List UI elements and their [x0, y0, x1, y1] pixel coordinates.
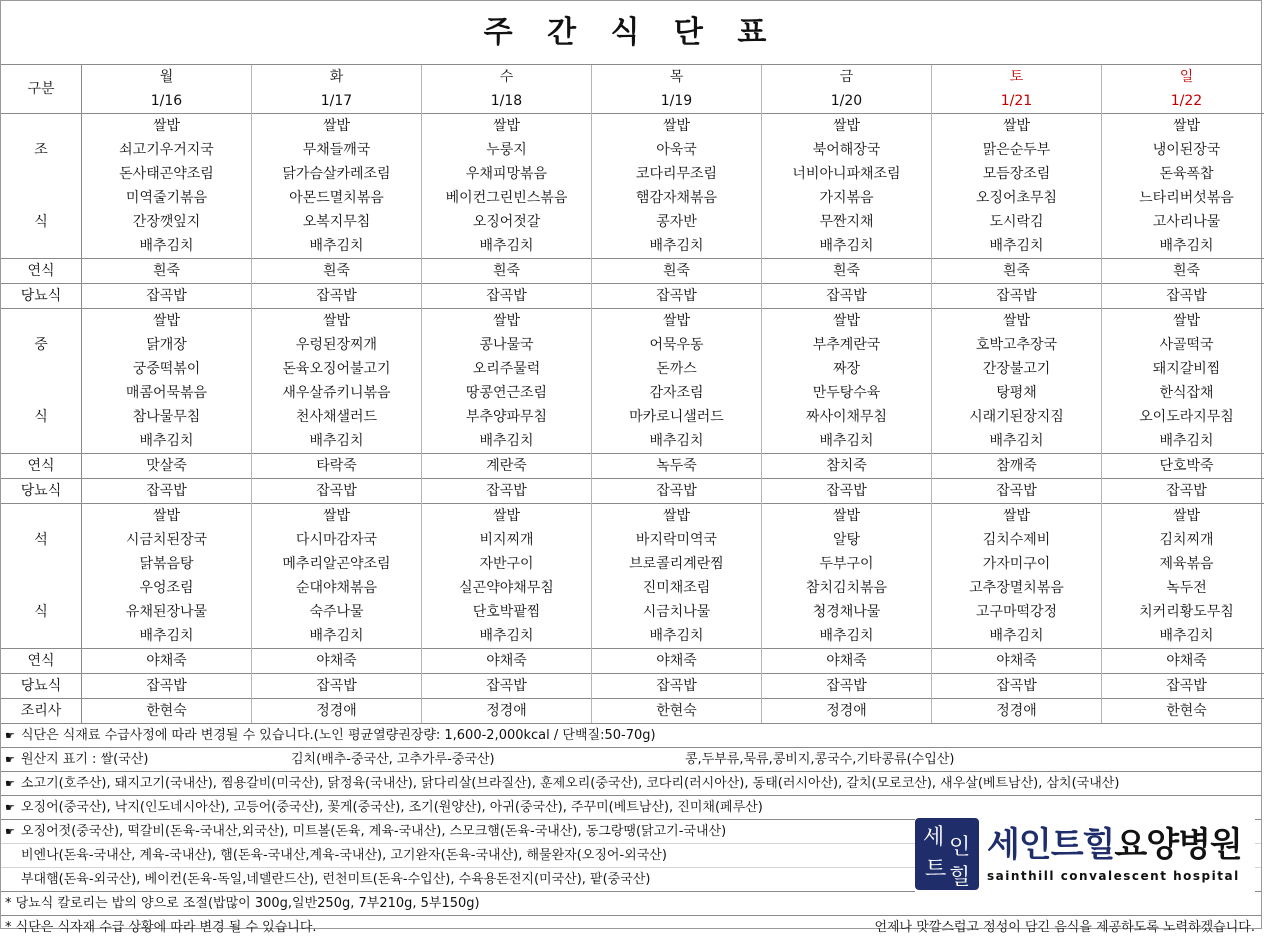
- menu-item: 배추김치: [422, 429, 592, 454]
- meal-label: 식: [1, 600, 82, 624]
- menu-item: 짜장: [762, 357, 932, 381]
- diabetic-diet-item: 잡곡밥: [422, 284, 592, 309]
- meal-label: [1, 114, 82, 139]
- menu-item: 유채된장나물: [82, 600, 252, 624]
- menu-item: 천사채샐러드: [252, 405, 422, 429]
- note-line: [1, 723, 1261, 747]
- menu-item: 쌀밥: [422, 114, 592, 139]
- diabetic-diet-label: 당뇨식: [1, 479, 82, 504]
- note-line: [1, 891, 1261, 915]
- diabetic-diet-item: 잡곡밥: [1102, 284, 1264, 309]
- diabetic-diet-label: 당뇨식: [1, 284, 82, 309]
- menu-item: 배추김치: [762, 234, 932, 259]
- meal-label: [1, 504, 82, 529]
- menu-item: 바지락미역국: [592, 528, 762, 552]
- pointing-hand-icon: ☛: [5, 772, 21, 795]
- menu-item: 다시마감자국: [252, 528, 422, 552]
- diabetic-diet-item: 잡곡밥: [82, 284, 252, 309]
- menu-item: 쌀밥: [82, 309, 252, 334]
- menu-item: 어묵우동: [592, 333, 762, 357]
- soft-diet-item: 참치죽: [762, 454, 932, 479]
- notes-section: [1, 723, 1261, 939]
- menu-item: 쌀밥: [252, 309, 422, 334]
- menu-item: 돼지갈비찜: [1102, 357, 1264, 381]
- meal-label: [1, 576, 82, 600]
- soft-diet-item: 타락죽: [252, 454, 422, 479]
- menu-item: 쌀밥: [762, 309, 932, 334]
- menu-item: 너비아니파채조림: [762, 162, 932, 186]
- day-date: 1/20: [762, 89, 932, 114]
- day-name: 월: [82, 65, 252, 89]
- soft-diet-item: 흰죽: [762, 259, 932, 284]
- cook-name: 한현숙: [82, 699, 252, 724]
- diabetic-diet-label: 당뇨식: [1, 674, 82, 699]
- cook-name: 정경애: [252, 699, 422, 724]
- soft-diet-item: 참깨죽: [932, 454, 1102, 479]
- diabetic-diet-item: 잡곡밥: [422, 674, 592, 699]
- menu-item: 돈사태곤약조림: [82, 162, 252, 186]
- menu-item: 쌀밥: [932, 114, 1102, 139]
- menu-item: 아몬드멸치볶음: [252, 186, 422, 210]
- menu-item: 우렁된장찌개: [252, 333, 422, 357]
- menu-item: 오징어초무침: [932, 186, 1102, 210]
- menu-item: 시금치나물: [592, 600, 762, 624]
- menu-item: 우채피망볶음: [422, 162, 592, 186]
- menu-item: 쇠고기우거지국: [82, 138, 252, 162]
- origin-rice: 원산지 표기 : 쌀(국산): [21, 748, 291, 771]
- day-name: 일: [1102, 65, 1264, 89]
- diabetic-diet-item: 잡곡밥: [592, 284, 762, 309]
- menu-item: 치커리황도무침: [1102, 600, 1264, 624]
- menu-item: 북어해장국: [762, 138, 932, 162]
- menu-item: 배추김치: [592, 624, 762, 649]
- menu-item: 배추김치: [932, 234, 1102, 259]
- menu-item: 탕평채: [932, 381, 1102, 405]
- soft-diet-item: 계란죽: [422, 454, 592, 479]
- menu-item: 감자조림: [592, 381, 762, 405]
- menu-item: 쌀밥: [592, 114, 762, 139]
- menu-item: 누룽지: [422, 138, 592, 162]
- day-name: 화: [252, 65, 422, 89]
- diabetic-diet-item: 잡곡밥: [82, 674, 252, 699]
- soft-diet-item: 흰죽: [1102, 259, 1264, 284]
- meal-label: [1, 552, 82, 576]
- menu-item: 쌀밥: [82, 114, 252, 139]
- menu-item: 가자미구이: [932, 552, 1102, 576]
- menu-item: 콩나물국: [422, 333, 592, 357]
- menu-item: 두부구이: [762, 552, 932, 576]
- logo-mark-icon: 세 인 트 힐: [915, 818, 979, 890]
- menu-item: 아욱국: [592, 138, 762, 162]
- menu-item: 쌀밥: [422, 504, 592, 529]
- menu-item: 쌀밥: [1102, 309, 1264, 334]
- soft-diet-item: 흰죽: [82, 259, 252, 284]
- origin-kimchi: 김치(배추-중국산, 고추가루-중국산): [291, 748, 685, 771]
- soft-diet-item: 흰죽: [592, 259, 762, 284]
- menu-item: 배추김치: [932, 429, 1102, 454]
- footer-left-text: * 식단은 식자재 수급 상황에 따라 변경 될 수 있습니다.: [5, 916, 317, 939]
- menu-item: 오이도라지무침: [1102, 405, 1264, 429]
- note-text: 부대햄(돈육-외국산), 베이컨(돈육-독일,네델란드산), 런천미트(돈육-수입산), 수육용돈전지(미국산), 팥(중국산): [21, 872, 650, 887]
- cook-label: 조리사: [1, 699, 82, 724]
- menu-item: 제육볶음: [1102, 552, 1264, 576]
- soft-diet-label: 연식: [1, 649, 82, 674]
- cook-name: 한현숙: [1102, 699, 1264, 724]
- menu-item: 배추김치: [1102, 429, 1264, 454]
- menu-item: 사골떡국: [1102, 333, 1264, 357]
- menu-item: 시래기된장지짐: [932, 405, 1102, 429]
- note-text: 오징어젓(중국산), 떡갈비(돈육-국내산,외국산), 미트볼(돈육, 계육-국내산), 스모크햄(돈육-국내산), 동그랑땡(닭고기-국내산): [21, 824, 726, 839]
- menu-item: 돈육오징어불고기: [252, 357, 422, 381]
- menu-item: 느타리버섯볶음: [1102, 186, 1264, 210]
- diabetic-diet-item: 잡곡밥: [82, 479, 252, 504]
- menu-item: 만두탕수육: [762, 381, 932, 405]
- menu-item: 미역줄기볶음: [82, 186, 252, 210]
- soft-diet-label: 연식: [1, 259, 82, 284]
- menu-item: 매콤어묵볶음: [82, 381, 252, 405]
- menu-item: 한식잡채: [1102, 381, 1264, 405]
- pointing-hand-icon: ☛: [5, 724, 21, 747]
- meal-label: [1, 186, 82, 210]
- soft-diet-item: 흰죽: [422, 259, 592, 284]
- menu-item: 오징어젓갈: [422, 210, 592, 234]
- menu-item: 배추김치: [1102, 234, 1264, 259]
- day-name: 금: [762, 65, 932, 89]
- menu-item: 참나물무침: [82, 405, 252, 429]
- menu-item: 무채들깨국: [252, 138, 422, 162]
- menu-item: 배추김치: [422, 234, 592, 259]
- soft-diet-item: 녹두죽: [592, 454, 762, 479]
- menu-item: 배추김치: [592, 429, 762, 454]
- cook-name: 정경애: [932, 699, 1102, 724]
- menu-item: 단호박팥찜: [422, 600, 592, 624]
- soft-diet-item: 흰죽: [252, 259, 422, 284]
- soft-diet-item: 단호박죽: [1102, 454, 1264, 479]
- menu-item: 오복지무침: [252, 210, 422, 234]
- soft-diet-item: 흰죽: [932, 259, 1102, 284]
- menu-item: 배추김치: [932, 624, 1102, 649]
- note-line: [1, 771, 1261, 795]
- menu-item: 새우살쥬키니볶음: [252, 381, 422, 405]
- meal-label: [1, 624, 82, 649]
- meal-label: 식: [1, 210, 82, 234]
- header-label: 구분: [1, 65, 82, 114]
- menu-item: 쌀밥: [422, 309, 592, 334]
- diabetic-diet-item: 잡곡밥: [932, 284, 1102, 309]
- soft-diet-item: 야채죽: [932, 649, 1102, 674]
- diabetic-diet-item: 잡곡밥: [592, 674, 762, 699]
- menu-item: 배추김치: [762, 624, 932, 649]
- footer-right-text: 언제나 맛깔스럽고 정성이 담긴 음식을 제공하도록 노력하겠습니다.: [874, 916, 1255, 939]
- menu-item: 닭볶음탕: [82, 552, 252, 576]
- menu-item: 배추김치: [422, 624, 592, 649]
- diabetic-diet-item: 잡곡밥: [762, 284, 932, 309]
- day-date: 1/18: [422, 89, 592, 114]
- day-date: 1/16: [82, 89, 252, 114]
- diabetic-diet-item: 잡곡밥: [592, 479, 762, 504]
- menu-item: 고추장멸치볶음: [932, 576, 1102, 600]
- menu-item: 베이컨그린빈스볶음: [422, 186, 592, 210]
- logo-name: 세인트힐요양병원: [987, 825, 1242, 865]
- meal-label: [1, 357, 82, 381]
- menu-item: 김치수제비: [932, 528, 1102, 552]
- menu-item: 쌀밥: [762, 114, 932, 139]
- origin-beans: 콩,두부류,묵류,콩비지,콩국수,기타콩류(수입산): [685, 748, 954, 771]
- menu-item: 배추김치: [252, 234, 422, 259]
- note-text: 식단은 식재료 수급사정에 따라 변경될 수 있습니다.(노인 평균열량권장량: 1,600-2,000kcal / 단백질:50-70g): [21, 728, 656, 743]
- day-date: 1/22: [1102, 89, 1264, 114]
- menu-item: 쌀밥: [252, 504, 422, 529]
- note-text: * 당뇨식 칼로리는 밥의 양으로 조절(밥많이 300g,일반250g, 7부210g, 5부150g): [5, 896, 480, 911]
- soft-diet-item: 맛살죽: [82, 454, 252, 479]
- soft-diet-item: 야채죽: [762, 649, 932, 674]
- menu-item: 쌀밥: [762, 504, 932, 529]
- soft-diet-item: 야채죽: [1102, 649, 1264, 674]
- menu-item: 도시락김: [932, 210, 1102, 234]
- pointing-hand-icon: ☛: [5, 820, 21, 843]
- footer-line: [1, 915, 1261, 939]
- soft-diet-item: 야채죽: [422, 649, 592, 674]
- menu-item: 무짠지채: [762, 210, 932, 234]
- menu-item: 비지찌개: [422, 528, 592, 552]
- menu-item: 배추김치: [82, 429, 252, 454]
- cook-name: 한현숙: [592, 699, 762, 724]
- day-date: 1/19: [592, 89, 762, 114]
- menu-item: 호박고추장국: [932, 333, 1102, 357]
- note-text: 소고기(호주산), 돼지고기(국내산), 찜용갈비(미국산), 닭정육(국내산), 닭다리살(브라질산), 훈제오리(중국산), 코다리(러시아산), 동태(러시아산), 갈치(모로코산), 새우살(베트남산), 삼치(국내산): [21, 776, 1119, 791]
- menu-item: 오리주물럭: [422, 357, 592, 381]
- menu-item: 부추계란국: [762, 333, 932, 357]
- menu-item: 김치찌개: [1102, 528, 1264, 552]
- menu-item: 배추김치: [82, 234, 252, 259]
- meal-label: 식: [1, 405, 82, 429]
- meal-label: 석: [1, 528, 82, 552]
- logo-subtitle: sainthill convalescent hospital: [987, 869, 1242, 883]
- menu-item: 브로콜리계란찜: [592, 552, 762, 576]
- meal-label: [1, 429, 82, 454]
- menu-item: 참치김치볶음: [762, 576, 932, 600]
- menu-item: 숙주나물: [252, 600, 422, 624]
- diabetic-diet-item: 잡곡밥: [422, 479, 592, 504]
- menu-item: 쌀밥: [592, 504, 762, 529]
- pointing-hand-icon: ☛: [5, 796, 21, 819]
- cook-name: 정경애: [422, 699, 592, 724]
- menu-item: 순대야채볶음: [252, 576, 422, 600]
- day-name: 목: [592, 65, 762, 89]
- menu-item: 코다리무조림: [592, 162, 762, 186]
- menu-item: 마카로니샐러드: [592, 405, 762, 429]
- soft-diet-item: 야채죽: [252, 649, 422, 674]
- menu-item: 우엉조림: [82, 576, 252, 600]
- menu-item: 녹두전: [1102, 576, 1264, 600]
- meal-label: 중: [1, 333, 82, 357]
- menu-item: 쌀밥: [82, 504, 252, 529]
- menu-item: 냉이된장국: [1102, 138, 1264, 162]
- menu-item: 모듬장조림: [932, 162, 1102, 186]
- menu-item: 배추김치: [252, 624, 422, 649]
- meal-label: 조: [1, 138, 82, 162]
- diabetic-diet-item: 잡곡밥: [932, 674, 1102, 699]
- day-date: 1/21: [932, 89, 1102, 114]
- diabetic-diet-item: 잡곡밥: [762, 479, 932, 504]
- menu-item: 실곤약야채무침: [422, 576, 592, 600]
- meal-label: [1, 234, 82, 259]
- menu-item: 짜사이채무침: [762, 405, 932, 429]
- menu-item: 쌀밥: [592, 309, 762, 334]
- meal-label: [1, 309, 82, 334]
- menu-item: 콩자반: [592, 210, 762, 234]
- meal-label: [1, 162, 82, 186]
- menu-item: 시금치된장국: [82, 528, 252, 552]
- menu-item: 궁중떡볶이: [82, 357, 252, 381]
- menu-item: 알탕: [762, 528, 932, 552]
- pointing-hand-icon: ☛: [5, 748, 21, 771]
- menu-item: 쌀밥: [1102, 114, 1264, 139]
- soft-diet-label: 연식: [1, 454, 82, 479]
- note-text: 비엔나(돈육-국내산, 계육-국내산), 햄(돈육-국내산,계육-국내산), 고기완자(돈육-국내산), 해물완자(오징어-외국산): [21, 848, 667, 863]
- menu-item: 배추김치: [592, 234, 762, 259]
- diabetic-diet-item: 잡곡밥: [252, 284, 422, 309]
- day-date: 1/17: [252, 89, 422, 114]
- menu-item: 돈까스: [592, 357, 762, 381]
- cook-name: 정경애: [762, 699, 932, 724]
- menu-item: 배추김치: [762, 429, 932, 454]
- meal-label: [1, 381, 82, 405]
- menu-item: 가지볶음: [762, 186, 932, 210]
- hospital-logo: [915, 815, 1255, 893]
- menu-item: 땅콩연근조림: [422, 381, 592, 405]
- menu-table: [1, 65, 1264, 723]
- menu-item: 청경채나물: [762, 600, 932, 624]
- menu-item: 쌀밥: [1102, 504, 1264, 529]
- diabetic-diet-item: 잡곡밥: [1102, 674, 1264, 699]
- menu-item: 진미채조림: [592, 576, 762, 600]
- menu-item: 쌀밥: [252, 114, 422, 139]
- origin-line: [1, 747, 1261, 771]
- diabetic-diet-item: 잡곡밥: [932, 479, 1102, 504]
- menu-item: 배추김치: [1102, 624, 1264, 649]
- soft-diet-item: 야채죽: [592, 649, 762, 674]
- menu-item: 고사리나물: [1102, 210, 1264, 234]
- page-title: 주 간 식 단 표: [1, 1, 1261, 65]
- menu-item: 닭가슴살카레조림: [252, 162, 422, 186]
- menu-item: 고구마떡강정: [932, 600, 1102, 624]
- menu-item: 배추김치: [82, 624, 252, 649]
- menu-item: 돈육폭찹: [1102, 162, 1264, 186]
- diabetic-diet-item: 잡곡밥: [1102, 479, 1264, 504]
- diabetic-diet-item: 잡곡밥: [252, 674, 422, 699]
- menu-item: 간장깻잎지: [82, 210, 252, 234]
- menu-item: 메추리알곤약조림: [252, 552, 422, 576]
- diabetic-diet-item: 잡곡밥: [252, 479, 422, 504]
- menu-item: 간장불고기: [932, 357, 1102, 381]
- diabetic-diet-item: 잡곡밥: [762, 674, 932, 699]
- menu-item: 햄감자채볶음: [592, 186, 762, 210]
- menu-item: 닭개장: [82, 333, 252, 357]
- menu-item: 배추김치: [252, 429, 422, 454]
- menu-item: 맑은순두부: [932, 138, 1102, 162]
- soft-diet-item: 야채죽: [82, 649, 252, 674]
- day-name: 수: [422, 65, 592, 89]
- note-text: 오징어(중국산), 낙지(인도네시아산), 고등어(중국산), 꽃게(중국산), 조기(원양산), 아귀(중국산), 주꾸미(베트남산), 진미채(페루산): [21, 800, 763, 815]
- menu-item: 부추양파무침: [422, 405, 592, 429]
- menu-item: 쌀밥: [932, 309, 1102, 334]
- menu-item: 쌀밥: [932, 504, 1102, 529]
- day-name: 토: [932, 65, 1102, 89]
- menu-item: 자반구이: [422, 552, 592, 576]
